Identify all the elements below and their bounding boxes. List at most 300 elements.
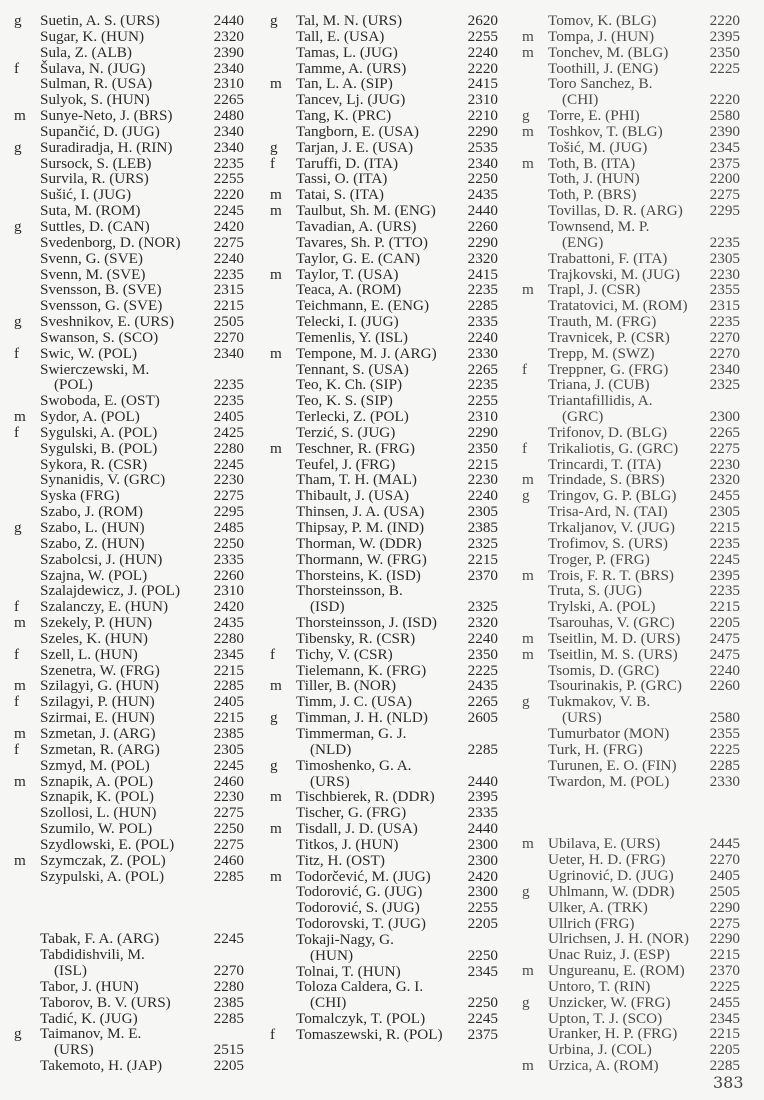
player-rating: 2225	[709, 59, 740, 77]
player-rating: 2220	[467, 59, 498, 77]
player-entry	[522, 457, 754, 473]
player-name: Trincardi, T. (ITA)	[548, 455, 662, 473]
player-name: Szollosi, L. (HUN)	[40, 804, 157, 822]
player-name: Teichmann, E. (ENG)	[296, 297, 430, 315]
title-marker: f	[14, 693, 20, 711]
player-name: Telecki, I. (JUG)	[296, 313, 399, 331]
player-entry	[14, 282, 246, 298]
player-entry	[522, 377, 754, 393]
player-entry	[14, 13, 246, 29]
player-name: Unzicker, W. (FRG)	[548, 993, 671, 1011]
player-rating: 2240	[467, 328, 498, 346]
player-entry	[522, 694, 754, 726]
player-rating: 2580	[709, 107, 740, 125]
player-entry	[522, 124, 754, 140]
player-rating: 2285	[467, 740, 498, 758]
player-name: Toth, B. (ITA)	[548, 154, 636, 172]
player-name: Toshkov, T. (BLG)	[548, 122, 663, 140]
player-name: Thinsen, J. A. (USA)	[296, 503, 425, 521]
player-entry	[14, 995, 246, 1011]
player-rating: 2385	[213, 993, 244, 1011]
player-entry	[522, 362, 754, 378]
player-name: Teaca, A. (ROM)	[296, 281, 402, 299]
player-rating: 2350	[467, 645, 498, 663]
title-marker: m	[522, 835, 534, 853]
player-name: Tabor, J. (HUN)	[40, 977, 139, 995]
player-name: Svensson, B. (SVE)	[40, 281, 162, 299]
player-entry	[14, 837, 246, 853]
player-rating: 2235	[709, 313, 740, 331]
player-name: Swanson, S. (SCO)	[40, 328, 159, 346]
player-name: Tempone, M. J. (ARG)	[296, 344, 437, 362]
player-name: Tavares, Sh. P. (TTO)	[296, 233, 428, 251]
player-name: Tratatovici, M. (ROM)	[548, 297, 688, 315]
player-entry	[14, 821, 246, 837]
player-entry	[270, 932, 510, 964]
player-entry	[522, 61, 754, 77]
player-federation: (ISD)	[310, 598, 345, 616]
player-entry	[270, 472, 510, 488]
player-rating: 2215	[213, 709, 244, 727]
player-rating: 2480	[213, 107, 244, 125]
player-entry	[522, 599, 754, 615]
player-entry	[270, 710, 510, 726]
player-rating: 2320	[467, 249, 498, 267]
player-rating: 2435	[467, 186, 498, 204]
title-marker: m	[14, 107, 26, 125]
player-rating: 2505	[709, 882, 740, 900]
player-entry	[14, 758, 246, 774]
player-name: Taylor, T. (USA)	[296, 265, 399, 283]
letter-section	[14, 13, 246, 884]
player-name: Tabak, F. A. (ARG)	[40, 930, 160, 948]
player-rating: 2250	[467, 994, 498, 1012]
player-name: Taborov, B. V. (URS)	[40, 993, 171, 1011]
player-entry	[270, 663, 510, 679]
player-entry	[270, 251, 510, 267]
player-entry	[522, 552, 754, 568]
player-entry	[522, 678, 754, 694]
player-rating: 2215	[213, 661, 244, 679]
title-marker: f	[14, 59, 20, 77]
player-name: Szabo, L. (HUN)	[40, 519, 145, 536]
player-rating: 2230	[709, 455, 740, 473]
player-entry	[270, 647, 510, 663]
player-entry	[270, 900, 510, 916]
player-entry	[14, 1026, 246, 1058]
player-entry	[14, 314, 246, 330]
player-rating: 2250	[213, 820, 244, 838]
player-name: Tassi, O. (ITA)	[296, 170, 388, 188]
title-marker: f	[270, 154, 276, 172]
player-name: Toloza Caldera, G. I.	[296, 978, 424, 996]
player-name: Tseitlin, M. D. (URS)	[548, 629, 681, 647]
player-rating: 2275	[709, 186, 740, 204]
player-rating: 2285	[467, 297, 498, 315]
player-rating: 2515	[213, 1041, 244, 1059]
player-rating: 2475	[709, 645, 740, 663]
player-entry	[270, 282, 510, 298]
player-rating: 2345	[467, 962, 498, 980]
player-rating: 2335	[467, 313, 498, 331]
player-rating: 2270	[709, 851, 740, 869]
player-rating: 2340	[709, 360, 740, 378]
player-rating: 2290	[709, 930, 740, 948]
player-entry	[14, 219, 246, 235]
player-rating: 2460	[213, 772, 244, 790]
player-rating: 2345	[213, 645, 244, 663]
player-entry	[522, 583, 754, 599]
player-entry	[522, 916, 754, 932]
player-name: Torre, E. (PHI)	[548, 107, 640, 125]
player-name: Thorman, W. (DDR)	[296, 534, 422, 552]
player-entry	[522, 13, 754, 29]
player-name: Tham, T. H. (MAL)	[296, 471, 417, 489]
title-marker: m	[14, 772, 26, 790]
player-name: Tibensky, R. (CSR)	[296, 629, 416, 647]
title-marker: m	[522, 154, 534, 172]
title-marker: m	[14, 724, 26, 742]
player-entry	[522, 108, 754, 124]
player-rating: 2370	[467, 566, 498, 584]
player-entry	[522, 393, 754, 425]
player-rating: 2355	[709, 724, 740, 742]
player-name: Szydlowski, E. (POL)	[40, 835, 175, 853]
player-entry	[522, 282, 754, 298]
player-entry	[522, 647, 754, 663]
player-entry	[270, 298, 510, 314]
player-entry	[14, 1011, 246, 1027]
player-name: Tabdidishvili, M.	[40, 946, 145, 964]
player-entry	[270, 504, 510, 520]
player-rating: 2255	[467, 899, 498, 917]
player-rating: 2285	[709, 756, 740, 774]
player-entry	[270, 457, 510, 473]
title-marker: f	[270, 1026, 276, 1043]
player-entry	[14, 140, 246, 156]
player-entry	[14, 647, 246, 663]
letter-section	[522, 836, 754, 1074]
player-rating: 2280	[213, 629, 244, 647]
player-name: Townsend, M. P.	[548, 217, 650, 235]
player-name: Ueter, H. D. (FRG)	[548, 851, 666, 869]
player-rating: 2250	[467, 946, 498, 964]
player-entry	[522, 203, 754, 219]
title-marker: g	[522, 693, 530, 711]
player-entry	[522, 140, 754, 156]
player-entry	[270, 409, 510, 425]
player-name: Toothill, J. (ENG)	[548, 59, 659, 77]
player-entry	[522, 536, 754, 552]
player-entry	[270, 171, 510, 187]
player-name: Swic, W. (POL)	[40, 344, 138, 362]
player-name: Toth, J. (HUN)	[548, 170, 640, 188]
player-name: Thormann, W. (FRG)	[296, 550, 427, 568]
title-marker: m	[270, 344, 282, 362]
player-rating: 2275	[213, 835, 244, 853]
player-rating: 2205	[213, 1057, 244, 1075]
player-entry	[522, 171, 754, 187]
player-entry	[14, 298, 246, 314]
player-entry	[522, 520, 754, 536]
player-name: Thorsteinsson, J. (ISD)	[296, 614, 437, 632]
player-name: Szalanczy, E. (HUN)	[40, 598, 169, 616]
player-entry	[14, 171, 246, 187]
player-name: Swoboda, E. (OST)	[40, 392, 160, 410]
player-entry	[270, 29, 510, 45]
player-name: Svensson, G. (SVE)	[40, 297, 163, 315]
player-rating: 2385	[467, 519, 498, 536]
player-entry	[270, 61, 510, 77]
title-marker: f	[522, 439, 528, 457]
player-entry	[14, 979, 246, 995]
player-name: Suradiradja, H. (RIN)	[40, 138, 173, 156]
player-rating: 2335	[467, 804, 498, 822]
player-rating: 2235	[709, 534, 740, 552]
player-entry	[270, 520, 510, 536]
player-rating: 2260	[213, 566, 244, 584]
player-rating: 2435	[213, 614, 244, 632]
player-entry	[14, 45, 246, 61]
player-name: Todorovski, T. (JUG)	[296, 915, 426, 933]
player-name: Tatai, S. (ITA)	[296, 186, 384, 204]
player-entry	[522, 330, 754, 346]
player-entry	[522, 931, 754, 947]
player-name: Thibault, J. (USA)	[296, 487, 410, 505]
player-entry	[270, 156, 510, 172]
player-rating: 2325	[467, 534, 498, 552]
player-entry	[270, 346, 510, 362]
player-name: Upton, T. J. (SCO)	[548, 1009, 663, 1027]
player-entry	[270, 615, 510, 631]
player-rating: 2290	[467, 233, 498, 251]
title-marker: g	[270, 756, 278, 774]
player-entry	[270, 853, 510, 869]
player-name: Szmyd, M. (POL)	[40, 756, 150, 774]
letter-section	[14, 931, 246, 1074]
player-rating: 2325	[709, 376, 740, 394]
player-name: Timman, J. H. (NLD)	[296, 709, 428, 727]
player-name: Sursock, S. (LEB)	[40, 154, 152, 172]
player-entry	[270, 884, 510, 900]
player-federation: (POL)	[54, 376, 93, 394]
player-rating: 2580	[709, 709, 740, 727]
player-name: Thorsteins, K. (ISD)	[296, 566, 421, 584]
player-entry	[270, 219, 510, 235]
title-marker: g	[270, 138, 278, 156]
player-rating: 2395	[709, 566, 740, 584]
player-name: Untoro, T. (RIN)	[548, 977, 651, 995]
section-gap	[14, 884, 246, 931]
player-entry	[270, 758, 510, 790]
player-name: Trauth, M. (FRG)	[548, 313, 657, 331]
player-rating: 2310	[213, 75, 244, 93]
player-name: Truta, S. (JUG)	[548, 582, 642, 600]
player-rating: 2245	[213, 756, 244, 774]
player-entry	[14, 931, 246, 947]
player-rating: 2215	[709, 1025, 740, 1043]
column-1	[14, 13, 246, 1074]
player-entry	[522, 1058, 754, 1074]
player-name: Trois, F. R. T. (BRS)	[548, 566, 674, 584]
player-name: Survila, R. (URS)	[40, 170, 149, 188]
player-rating: 2415	[467, 75, 498, 93]
title-marker: m	[270, 265, 282, 283]
player-name: Uranker, H. P. (FRG)	[548, 1025, 678, 1043]
player-entry	[270, 425, 510, 441]
player-rating: 2455	[709, 993, 740, 1011]
title-marker: g	[14, 519, 22, 536]
player-entry	[14, 29, 246, 45]
player-name: Todorčević, M. (JUG)	[296, 867, 431, 885]
player-entry	[14, 678, 246, 694]
player-federation: (ISL)	[54, 962, 87, 980]
player-rating: 2425	[213, 423, 244, 441]
player-rating: 2255	[467, 27, 498, 45]
player-name: Tiller, B. (NOR)	[296, 677, 397, 695]
player-rating: 2275	[213, 804, 244, 822]
player-rating: 2420	[213, 598, 244, 616]
player-name: Swierczewski, M.	[40, 360, 150, 378]
player-entry	[270, 13, 510, 29]
title-marker: g	[522, 107, 530, 125]
player-entry	[522, 45, 754, 61]
title-marker: m	[14, 677, 26, 695]
player-rating: 2270	[213, 328, 244, 346]
player-name: Tielemann, K. (FRG)	[296, 661, 427, 679]
player-name: Svenn, G. (SVE)	[40, 249, 143, 267]
player-name: Triantafillidis, A.	[548, 392, 653, 410]
player-entry	[522, 836, 754, 852]
player-entry	[14, 330, 246, 346]
player-name: Tumurbator (MON)	[548, 724, 670, 742]
player-name: Twardon, M. (POL)	[548, 772, 670, 790]
player-name: Trikaliotis, G. (GRC)	[548, 439, 679, 457]
player-entry	[270, 235, 510, 251]
player-name: Troger, P. (FRG)	[548, 550, 650, 568]
player-name: Toro Sanchez, B.	[548, 75, 653, 93]
player-entry	[522, 663, 754, 679]
title-marker: g	[522, 882, 530, 900]
player-rating: 2300	[467, 851, 498, 869]
player-entry	[522, 774, 754, 790]
player-name: Sykora, R. (CSR)	[40, 455, 148, 473]
player-entry	[522, 488, 754, 504]
player-entry	[522, 76, 754, 108]
player-rating: 2240	[709, 661, 740, 679]
player-entry	[14, 108, 246, 124]
player-rating: 2235	[213, 376, 244, 394]
player-entry	[14, 520, 246, 536]
player-rating: 2245	[467, 1010, 498, 1028]
player-rating: 2235	[213, 392, 244, 410]
player-federation: (GRC)	[562, 408, 604, 426]
player-rating: 2295	[709, 202, 740, 220]
player-rating: 2205	[709, 614, 740, 632]
player-name: Sušić, I. (JUG)	[40, 186, 132, 204]
player-name: Trofimov, S. (URS)	[548, 534, 668, 552]
player-rating: 2245	[213, 202, 244, 220]
player-rating: 2260	[467, 217, 498, 235]
player-name: Szajna, W. (POL)	[40, 566, 148, 584]
player-name: Tischbierek, R. (DDR)	[296, 788, 435, 806]
player-rating: 2395	[467, 788, 498, 806]
player-entry	[522, 758, 754, 774]
player-entry	[14, 805, 246, 821]
player-entry	[14, 663, 246, 679]
player-entry	[522, 963, 754, 979]
player-rating: 2390	[213, 43, 244, 61]
player-name: Tarjan, J. E. (USA)	[296, 138, 414, 156]
player-entry	[522, 472, 754, 488]
player-entry	[522, 900, 754, 916]
player-entry	[522, 742, 754, 758]
player-rating: 2405	[213, 408, 244, 426]
player-rating: 2350	[709, 43, 740, 61]
player-entry	[270, 314, 510, 330]
player-entry	[270, 108, 510, 124]
player-name: Tang, K. (PRC)	[296, 107, 392, 125]
player-rating: 2255	[467, 392, 498, 410]
player-rating: 2205	[709, 1041, 740, 1059]
player-name: Ubilava, E. (URS)	[548, 835, 661, 853]
player-rating: 2355	[709, 281, 740, 299]
player-name: Tringov, G. P. (BLG)	[548, 487, 677, 505]
player-entry	[270, 76, 510, 92]
player-rating: 2290	[467, 423, 498, 441]
player-entry	[270, 1011, 510, 1027]
player-name: Tošić, M. (JUG)	[548, 138, 648, 156]
player-name: Teufel, J. (FRG)	[296, 455, 396, 473]
player-name: Uhlmann, W. (DDR)	[548, 882, 675, 900]
player-name: Tangborn, E. (USA)	[296, 122, 419, 140]
player-rating: 2245	[213, 455, 244, 473]
title-marker: m	[522, 122, 534, 140]
title-marker: f	[14, 740, 20, 758]
player-rating: 2385	[213, 724, 244, 742]
player-entry	[14, 156, 246, 172]
player-rating: 2295	[213, 503, 244, 521]
player-name: Thipsay, P. M. (IND)	[296, 519, 425, 536]
player-entry	[270, 187, 510, 203]
player-entry	[14, 789, 246, 805]
player-name: Sydor, A. (POL)	[40, 408, 140, 426]
player-rating: 2265	[467, 360, 498, 378]
title-marker: m	[270, 788, 282, 806]
player-name: Tsourinakis, P. (GRC)	[548, 677, 682, 695]
player-rating: 2215	[709, 519, 740, 536]
title-marker: m	[270, 439, 282, 457]
player-name: Taimanov, M. E.	[40, 1025, 142, 1043]
player-name: Syska (FRG)	[40, 487, 120, 505]
player-name: Timoshenko, G. A.	[296, 756, 412, 774]
player-rating: 2315	[709, 297, 740, 315]
player-rating: 2405	[213, 693, 244, 711]
title-marker: f	[14, 645, 20, 663]
player-entry	[270, 837, 510, 853]
player-rating: 2310	[213, 582, 244, 600]
player-name: Supančić, D. (JUG)	[40, 122, 160, 140]
player-name: Sznapik, K. (POL)	[40, 788, 154, 806]
player-name: Trisa-Ard, N. (TAI)	[548, 503, 668, 521]
player-name: Ulrichsen, J. H. (NOR)	[548, 930, 689, 948]
player-name: Tan, L. A. (SIP)	[296, 75, 393, 93]
player-entry	[270, 45, 510, 61]
player-entry	[270, 821, 510, 837]
player-entry	[270, 488, 510, 504]
player-rating: 2345	[709, 1009, 740, 1027]
player-name: Szilagyi, P. (HUN)	[40, 693, 155, 711]
